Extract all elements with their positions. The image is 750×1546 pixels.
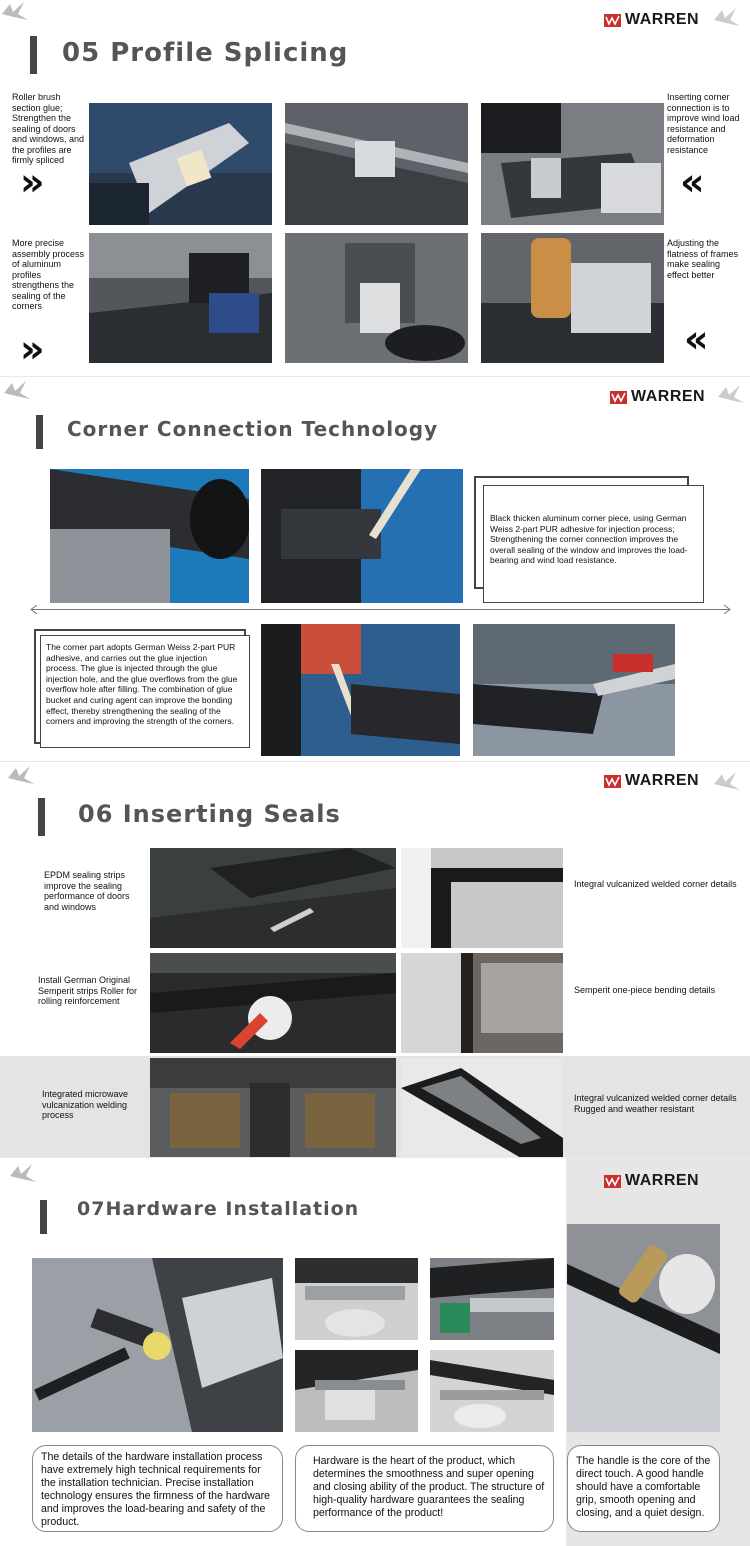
warren-logo-icon: [610, 391, 627, 404]
caption-top-left: Roller brush section glue; Strengthen the sealing of doors and windows, and the profiles are firmly spliced: [12, 92, 85, 165]
warren-logo-icon: [604, 775, 621, 788]
title-bar: [40, 1200, 47, 1234]
divider-arrow: [32, 609, 729, 610]
star-decoration-icon: [712, 770, 742, 792]
photo-epdm-strip: [150, 848, 396, 948]
photo-glue-injection-hole: [261, 469, 463, 603]
photo-corner-press: [285, 233, 468, 363]
bubble-text: Hardware is the heart of the product, which determines the smoothness and super opening and closing ability of the product. The structure of high-quality hardware guarantees the sealing performance of the product!: [313, 1455, 545, 1519]
section-profile-splicing: [0, 0, 750, 377]
chevron-right-icon: »: [20, 160, 35, 204]
caption-left-2: Install German Original Semperit strips Roller for rolling reinforcement: [38, 975, 138, 1006]
photo-glue-gun-injection: [261, 624, 460, 756]
caption-right-3b: Rugged and weather resistant: [574, 1104, 695, 1114]
brand-name: WARREN: [625, 11, 700, 28]
photo-corner-insert: [481, 103, 664, 225]
photo-microwave-welding: [150, 1058, 396, 1158]
brand-name: WARREN: [631, 388, 706, 405]
brand-logo: [604, 11, 699, 29]
section-corner-connection: [0, 377, 750, 762]
title-bar: [30, 36, 37, 74]
brand-logo: [604, 772, 699, 790]
text-box-corner-piece: [474, 476, 704, 603]
chevron-right-icon: »: [20, 327, 35, 371]
star-decoration-icon: [6, 764, 36, 786]
caption-top-right: Inserting corner connection is to improve wind load resistance and deformation resistance: [667, 92, 740, 155]
section-hardware-installation: [0, 1158, 750, 1546]
photo-assembly-process: [89, 233, 272, 363]
title-bar: [36, 415, 43, 449]
brand-name: WARREN: [625, 772, 700, 789]
photo-weather-resistant-corner: [401, 1058, 563, 1158]
bubble-text: The handle is the core of the direct touch. A good handle should have a comfortable grip, smooth opening and closing, and a quiet design.: [576, 1455, 711, 1519]
warren-logo-icon: [604, 14, 621, 27]
caption-left-3: Integrated microwave vulcanization welding process: [42, 1089, 129, 1120]
caption-left-1: EPDM sealing strips improve the sealing performance of doors and windows: [44, 870, 130, 912]
photo-window-handle: [567, 1224, 720, 1432]
warren-logo-icon: [604, 1175, 621, 1188]
photo-semperit-bending: [401, 953, 563, 1053]
photo-hardware-fitting-4: [430, 1350, 554, 1432]
caption-right-2: Semperit one-piece bending details: [574, 985, 716, 995]
star-decoration-icon: [712, 6, 742, 28]
bubble-installation-process: [32, 1445, 283, 1532]
arrow-left-icon: [30, 605, 38, 614]
brand-name: WARREN: [625, 1172, 700, 1189]
brand-logo: [604, 1172, 699, 1190]
box-text: The corner part adopts German Weiss 2-part PUR adhesive, and carries out the glue injection process. The glue is injected through the glue injection hole, and the glue overflows from the glue overflow hole after filling. The combination of glue bucket and curing agent can improve the bonding effect, thereby strengthening the sealing of the corners and improving the strength of the corners.: [46, 642, 238, 727]
photo-profile-assembly: [285, 103, 468, 225]
photo-semperit-roller: [150, 953, 396, 1053]
caption-bottom-left: More precise assembly process of aluminum profiles strengthens the sealing of the corners: [12, 238, 85, 311]
photo-glue-gun-corner: [473, 624, 675, 756]
star-decoration-icon: [0, 0, 30, 22]
photo-hardware-fitting-1: [295, 1258, 418, 1340]
bubble-handle-core: [567, 1445, 720, 1532]
photo-glue-roller: [89, 103, 272, 225]
photo-hardware-hammer: [32, 1258, 283, 1432]
photo-hardware-fitting-3: [295, 1350, 418, 1432]
section-title: 07Hardware Installation: [77, 1198, 360, 1220]
text-box-glue-process: [34, 629, 250, 748]
box-text: Black thicken aluminum corner piece, using German Weiss 2-part PUR adhesive for injection process; Strengthening the corner connection improves the overall sealing of the window and improves the load-bearing and wind load resistance.: [490, 513, 688, 566]
photo-corner-piece: [50, 469, 249, 603]
section-title: 05 Profile Splicing: [62, 38, 349, 68]
star-decoration-icon: [2, 379, 32, 401]
caption-bottom-right: Adjusting the flatness of frames make sealing effect better: [667, 238, 739, 280]
bubble-text: The details of the hardware installation process have extremely high technical requirements for the installation technician. Precise installation technology ensures the firmness of the hardware and improves the load-bearing and safety of the product.: [41, 1451, 271, 1528]
bubble-hardware-heart: [295, 1445, 554, 1532]
section-inserting-seals: [0, 762, 750, 1158]
section-title: 06 Inserting Seals: [78, 800, 341, 828]
photo-hardware-fitting-2: [430, 1258, 554, 1340]
caption-right-3a: Integral vulcanized welded corner details: [574, 1093, 737, 1103]
title-bar: [38, 798, 45, 836]
photo-welded-corner: [401, 848, 563, 948]
photo-mallet-adjust: [481, 233, 664, 363]
star-decoration-icon: [716, 383, 746, 405]
section-title: Corner Connection Technology: [67, 417, 439, 441]
arrow-right-icon: [723, 605, 731, 614]
chevron-left-icon: «: [684, 317, 699, 361]
star-decoration-icon: [8, 1162, 38, 1184]
brand-logo: [610, 388, 705, 406]
chevron-left-icon: «: [680, 160, 695, 204]
caption-right-1: Integral vulcanized welded corner details: [574, 879, 737, 889]
